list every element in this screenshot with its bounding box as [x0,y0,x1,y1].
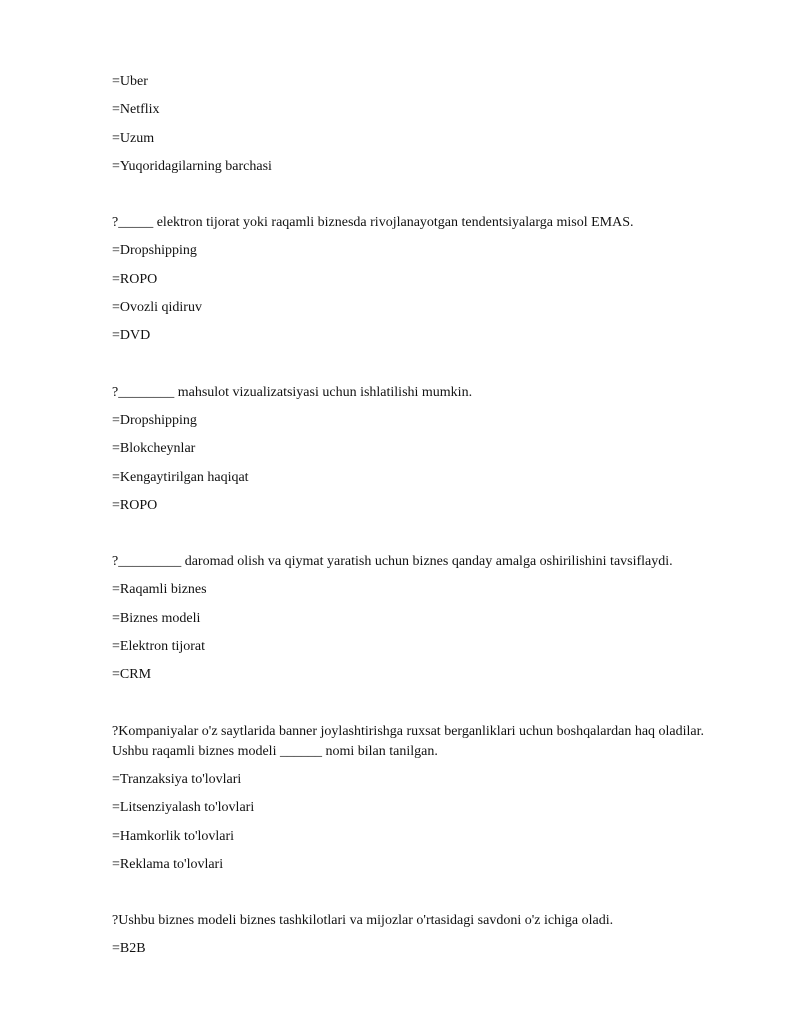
answer-option: =Hamkorlik to'lovlari [112,828,235,844]
answer-option: =Netflix [112,102,160,118]
block-gap [112,694,722,722]
quiz-block [112,722,722,875]
answer-option: =Dropshipping [112,243,197,259]
block-gap [112,185,722,213]
question-text: ?Ushbu biznes modeli biznes tashkilotlari va mijozlar o'rtasidagi savdoni o'z ichiga oladi. [112,913,614,929]
block-gap [112,524,722,552]
question-text: ?_________ daromad olish va qiymat yaratish uchun biznes qanday amalga oshirilishini tavsiflaydi. [112,554,673,570]
quiz-block [112,911,722,959]
answer-option: =Blokcheynlar [112,441,196,457]
quiz-block [112,72,722,177]
question-text: ?_____ elektron tijorat yoki raqamli biznesda rivojlanayotgan tendentsiyalarga misol EMAS. [112,215,634,231]
block-gap [112,355,722,383]
answer-option: =B2B [112,941,146,957]
answer-option: =Raqamli biznes [112,582,207,598]
quiz-block [112,552,722,685]
answer-option: =Yuqoridagilarning barchasi [112,158,272,174]
question-text: ?________ mahsulot vizualizatsiyasi uchun ishlatilishi mumkin. [112,384,473,400]
question-text: ?Kompaniyalar o'z saytlarida banner joylashtirishga ruxsat berganliklari uchun boshqalardan haq oladilar. Ushbu raqamli biznes modeli ______ nomi bilan tanilgan. [112,723,705,759]
answer-option: =Tranzaksiya to'lovlari [112,771,242,787]
answer-option: =Litsenziyalash to'lovlari [112,800,255,816]
quiz-block [112,383,722,516]
answer-option: =ROPO [112,497,158,513]
answer-option: =Ovozli qidiruv [112,300,202,316]
answer-option: =Biznes modeli [112,610,201,626]
answer-option: =Elektron tijorat [112,639,206,655]
answer-option: =Dropshipping [112,412,197,428]
answer-option: =DVD [112,328,151,344]
answer-option: =CRM [112,667,152,683]
quiz-block [112,213,722,346]
answer-option: =Kengaytirilgan haqiqat [112,469,249,485]
quiz-content [112,72,722,968]
answer-option: =Reklama to'lovlari [112,856,224,872]
answer-option: =Uzum [112,130,155,146]
answer-option: =Uber [112,74,148,89]
answer-option: =ROPO [112,271,158,287]
block-gap [112,883,722,911]
